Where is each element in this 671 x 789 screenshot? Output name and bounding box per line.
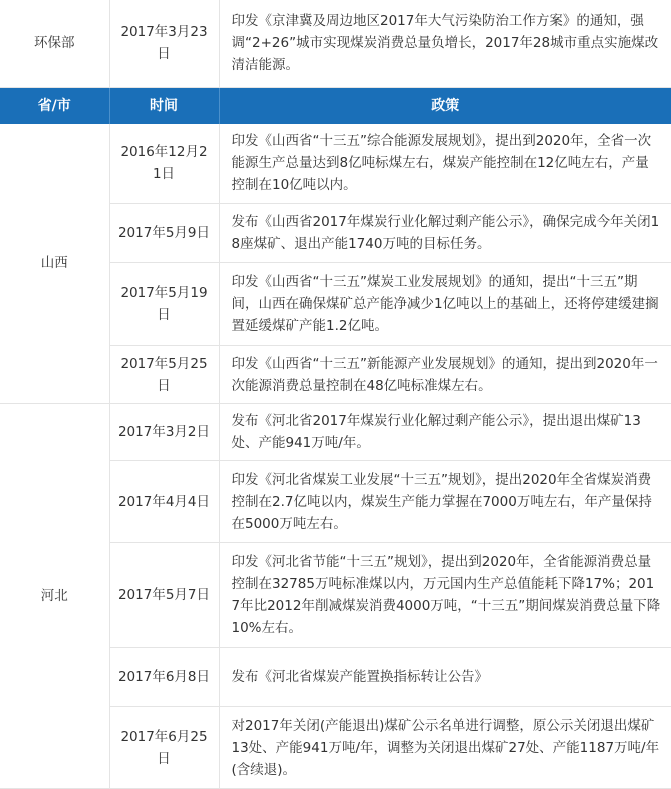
- department-cell: 环保部: [0, 0, 109, 87]
- time-cell: 2017年6月25日: [109, 707, 219, 789]
- time-cell: 2017年4月4日: [109, 461, 219, 543]
- table-row: [0, 0, 671, 87]
- policy-cell: 印发《山西省“十三五”综合能源发展规划》，提出到2020年，全省一次能源生产总量达到8亿吨标煤左右，煤炭产能控制在12亿吨左右，产量控制在10亿吨以内。: [219, 124, 671, 204]
- time-cell: 2017年3月2日: [109, 404, 219, 461]
- policy-cell: 发布《河北省2017年煤炭行业化解过剩产能公示》，提出退出煤矿13处、产能941万吨/年。: [219, 404, 671, 461]
- province-hebei: 河北: [0, 404, 109, 789]
- header-time: 时间: [109, 87, 219, 124]
- province-shanxi: 山西: [0, 124, 109, 404]
- policy-cell: 印发《山西省“十三五”煤炭工业发展规划》的通知，提出“十三五”期间，山西在确保煤矿总产能净减少1亿吨以上的基础上，还将停建缓建搁置延缓煤矿产能1.2亿吨。: [219, 263, 671, 346]
- policy-cell: 发布《河北省煤炭产能置换指标转让公告》: [219, 648, 671, 707]
- policy-cell: 对2017年关闭(产能退出)煤矿公示名单进行调整，原公示关闭退出煤矿13处、产能941万吨/年，调整为关闭退出煤矿27处、产能1187万吨/年(含续退)。: [219, 707, 671, 789]
- table-row: [0, 124, 671, 204]
- policy-cell: 印发《河北省节能“十三五”规划》，提出到2020年，全省能源消费总量控制在32785万吨标准煤以内，万元国内生产总值能耗下降17%；2017年比2012年削减煤炭消费4000万吨，“十三五”期间煤炭消费总量下降10%左右。: [219, 543, 671, 648]
- table-row: [0, 404, 671, 461]
- policy-cell: 印发《山西省“十三五”新能源产业发展规划》的通知，提出到2020年一次能源消费总量控制在48亿吨标准煤左右。: [219, 346, 671, 404]
- time-cell: 2017年5月9日: [109, 204, 219, 263]
- time-cell: 2017年5月25日: [109, 346, 219, 404]
- header-province: 省/市: [0, 87, 109, 124]
- time-cell: 2017年5月7日: [109, 543, 219, 648]
- policy-cell: 印发《京津冀及周边地区2017年大气污染防治工作方案》的通知，强调“2+26”城市实现煤炭消费总量负增长，2017年28城市重点实施煤改清洁能源。: [219, 0, 671, 87]
- time-cell: 2017年3月23日: [109, 0, 219, 87]
- time-cell: 2017年6月8日: [109, 648, 219, 707]
- policy-cell: 发布《山西省2017年煤炭行业化解过剩产能公示》，确保完成今年关闭18座煤矿、退出产能1740万吨的目标任务。: [219, 204, 671, 263]
- table-header: [0, 87, 671, 124]
- header-policy: 政策: [219, 87, 671, 124]
- policy-cell: 印发《河北省煤炭工业发展“十三五”规划》，提出2020年全省煤炭消费控制在2.7亿吨以内，煤炭生产能力掌握在7000万吨左右，年产量保持在5000万吨左右。: [219, 461, 671, 543]
- time-cell: 2016年12月21日: [109, 124, 219, 204]
- time-cell: 2017年5月19日: [109, 263, 219, 346]
